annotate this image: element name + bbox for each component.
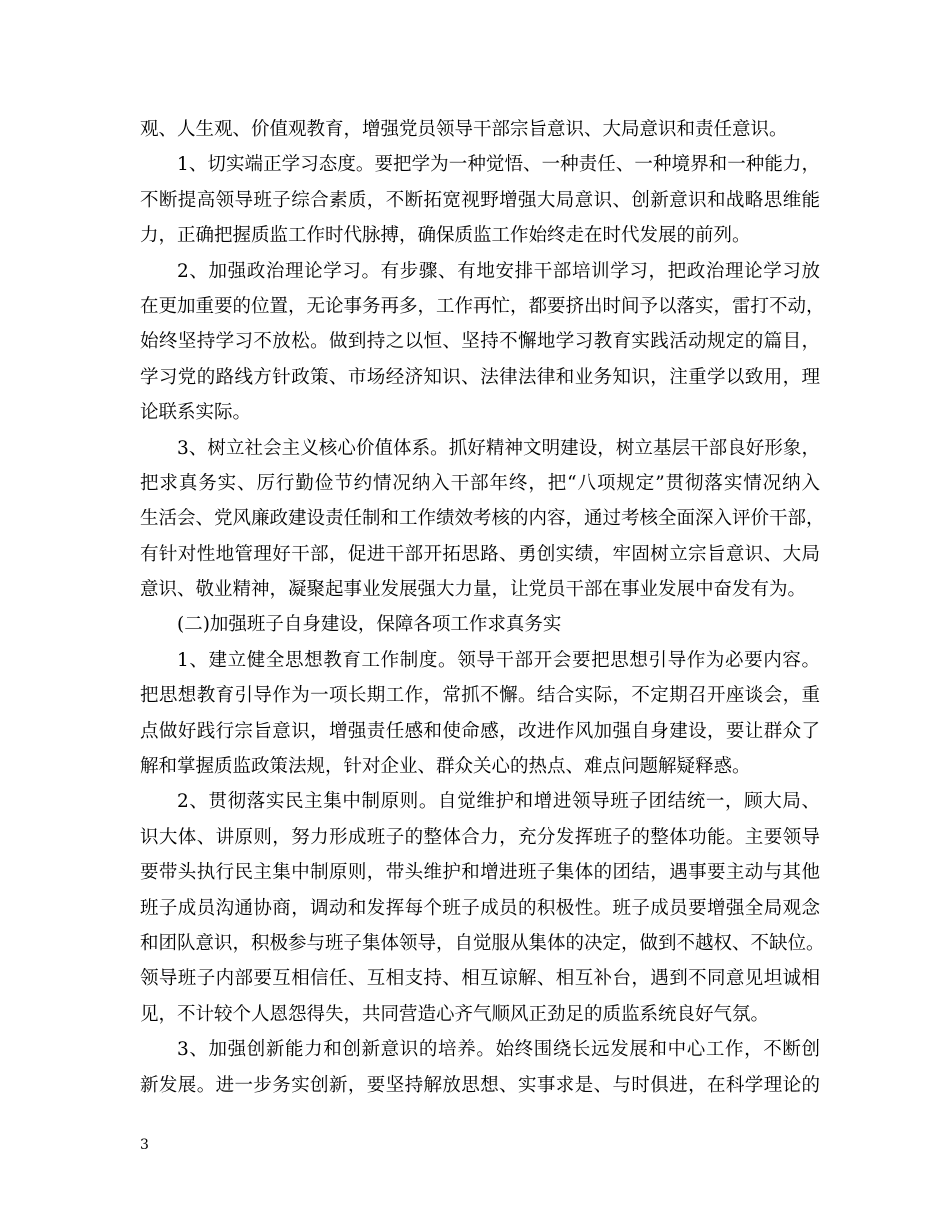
text-line: 2、加强政治理论学习。有步骤、有地安排干部培训学习，把政治理论学习放 [177, 260, 820, 282]
text-line: 1、建立健全思想教育工作制度。领导干部开会要把思想引导作为必要内容。 [177, 649, 820, 671]
text-line: 要带头执行民主集中制原则，带头维护和增进班子集体的团结，遇事要主动与其他 [140, 862, 820, 884]
text-line: (二)加强班子自身建设，保障各项工作求真务实 [177, 614, 562, 636]
text-line: 和团队意识，积极参与班子集体领导，自觉服从集体的决定，做到不越权、不缺位。 [140, 932, 825, 954]
text-line: 2、贯彻落实民主集中制原则。自觉维护和增进领导班子团结统一，顾大局、 [177, 791, 820, 813]
text-line: 3、树立社会主义核心价值体系。抓好精神文明建设，树立基层干部良好形象， [177, 437, 820, 459]
text-line: 识大体、讲原则，努力形成班子的整体合力，充分发挥班子的整体功能。主要领导 [140, 826, 820, 848]
text-line: 有针对性地管理好干部，促进干部开拓思路、勇创实绩，牢固树立宗旨意识、大局 [140, 543, 820, 565]
page-number: 3 [140, 1137, 149, 1153]
text-line: 见，不计较个人恩怨得失，共同营造心齐气顺风正劲足的质监系统良好气氛。 [140, 1003, 770, 1025]
text-line: 点做好践行宗旨意识，增强责任感和使命感，改进作风加强自身建设，要让群众了 [140, 720, 820, 742]
text-line: 学习党的路线方针政策、市场经济知识、法律法律和业务知识，注重学以致用，理 [140, 366, 820, 388]
text-line: 力，正确把握质监工作时代脉搏，确保质监工作始终走在时代发展的前列。 [140, 225, 751, 247]
text-line: 班子成员沟通协商，调动和发挥每个班子成员的积极性。班子成员要增强全局观念 [140, 897, 820, 919]
text-line: 论联系实际。 [140, 402, 252, 424]
text-line: 把思想教育引导作为一项长期工作，常抓不懈。结合实际，不定期召开座谈会，重 [140, 685, 820, 707]
text-line: 新发展。进一步务实创新，要坚持解放思想、实事求是、与时俱进，在科学理论的 [140, 1074, 820, 1096]
text-line: 意识、敬业精神，凝聚起事业发展强大力量，让党员干部在事业发展中奋发有为。 [140, 579, 807, 601]
text-line: 始终坚持学习不放松。做到持之以恒、坚持不懈地学习教育实践活动规定的篇目， [140, 331, 820, 353]
text-line: 3、加强创新能力和创新意识的培养。始终围绕长远发展和中心工作，不断创 [177, 1039, 820, 1061]
text-line: 观、人生观、价值观教育，增强党员领导干部宗旨意识、大局意识和责任意识。 [140, 119, 788, 140]
text-line: 领导班子内部要互相信任、互相支持、相互谅解、相互补台，遇到不同意见坦诚相 [140, 968, 820, 990]
text-line: 1、切实端正学习态度。要把学为一种觉悟、一种责任、一种境界和一种能力， [177, 154, 820, 176]
text-line: 在更加重要的位置，无论事务再多，工作再忙，都要挤出时间予以落实，雷打不动， [140, 295, 825, 317]
text-line: 生活会、党风廉政建设责任制和工作绩效考核的内容，通过考核全面深入评价干部， [140, 508, 825, 530]
body-text [140, 112, 825, 1103]
text-line: 解和掌握质监政策法规，针对企业、群众关心的热点、难点问题解疑释惑。 [140, 756, 751, 778]
text-line: 不断提高领导班子综合素质，不断拓宽视野增强大局意识、创新意识和战略思维能 [140, 189, 820, 211]
text-line: 把求真务实、厉行勤俭节约情况纳入干部年终，把“八项规定”贯彻落实情况纳入 [140, 472, 820, 494]
